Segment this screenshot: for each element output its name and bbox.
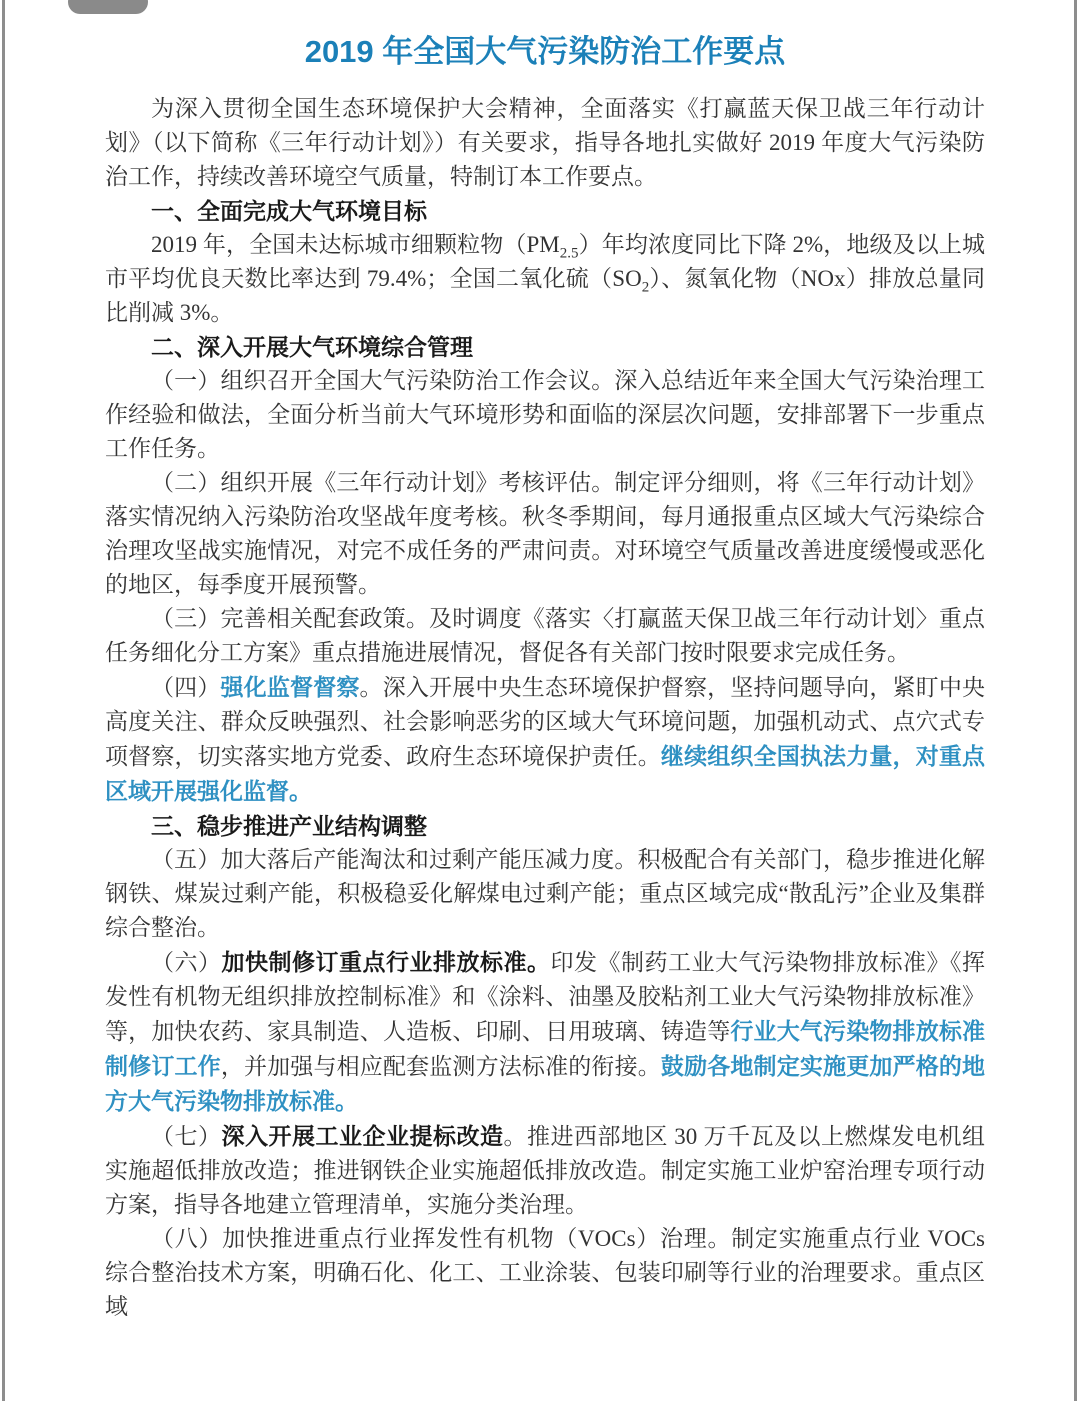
paragraph (105, 364, 985, 466)
paragraph (105, 92, 985, 194)
text-segment: 继续组织全国执法力量，对重点区域开展强化监督。 (105, 743, 986, 804)
text-segment: （四） (151, 675, 221, 700)
document-title: 2019 年全国大气污染防治工作要点 (304, 34, 786, 69)
text-segment: 2.5 (559, 245, 579, 262)
text-segment: ）、氮氧化物（NOx）排放总量同比削减 3%。 (105, 266, 985, 325)
text-segment: （六） (151, 950, 222, 975)
text-segment: 一、全面完成大气环境目标 (151, 198, 427, 224)
paragraph (105, 466, 985, 602)
text-segment: 。深入开展中央生态环境保护督察，坚持问题导向，紧盯中央高度关注、群众反映强烈、社会影响恶劣的区域大气环境问题，加强机动式、点穴式专项督察，切实落实地方党委、政府生态环境保护责任。 (105, 675, 986, 769)
document-body (105, 92, 985, 1324)
text-segment: 三、稳步推进产业结构调整 (151, 813, 427, 839)
text-segment: （二）组织开展《三年行动计划》考核评估。制定评分细则，将《三年行动计划》落实情况纳入污染防治攻坚战年度考核。秋冬季期间，每月通报重点区域大气污染综合治理攻坚战实施情况，对完不成任务的严肃问责。对环境空气质量改善进度缓慢或恶化的地区，每季度开展预警。 (105, 470, 985, 597)
text-segment: 为深入贯彻全国生态环境保护大会精神，全面落实《打赢蓝天保卫战三年行动计划》（以下简称《三年行动计划》）有关要求，指导各地扎实做好 2019 年度大气污染防治工作，持续改善环境空气质量，特制订本工作要点。 (105, 96, 985, 189)
page-border-left (2, 0, 5, 1401)
text-segment: （七） (151, 1124, 222, 1149)
text-segment: （一）组织召开全国大气污染防治工作会议。深入总结近年来全国大气污染治理工作经验和做法，全面分析当前大气环境形势和面临的深层次问题，安排部署下一步重点工作任务。 (105, 368, 985, 461)
page-border-right (1074, 0, 1077, 1401)
text-segment: ，并加强与相应配套监测方法标准的衔接。 (220, 1054, 661, 1079)
text-segment: 。推进西部地区 30 万千瓦及以上燃煤发电机组实施超低排放改造；推进钢铁企业实施超低排放改造。制定实施工业炉窑治理专项行动方案，指导各地建立管理清单，实施分类治理。 (105, 1124, 985, 1217)
text-segment: 深入开展工业企业提标改造 (221, 1123, 504, 1149)
paragraph (105, 1222, 985, 1324)
paragraph (105, 945, 985, 1119)
text-segment: 二、深入开展大气环境综合管理 (151, 334, 473, 360)
paragraph (105, 1119, 985, 1222)
text-segment: 强化监督督察 (220, 674, 360, 700)
paragraph (105, 843, 985, 945)
text-segment: ）年均浓度同比下降 2%，地级及以上城市平均优良天数比率达到 79.4%；全国二氧化硫（SO (105, 232, 985, 291)
section-heading (105, 194, 985, 228)
paragraph (105, 670, 985, 809)
text-segment: （五）加大落后产能淘汰和过剩产能压减力度。积极配合有关部门，稳步推进化解钢铁、煤炭过剩产能，积极稳妥化解煤电过剩产能；重点区域完成“散乱污”企业及集群综合整治。 (105, 847, 985, 940)
document-page (105, 26, 985, 1324)
top-tab-handle (68, 0, 148, 14)
paragraph (105, 228, 985, 330)
paragraph (105, 602, 985, 670)
text-segment: 2019 年，全国未达标城市细颗粒物（PM (151, 232, 560, 257)
text-segment: 鼓励各地制定实施更加严格的地方大气污染物排放标准。 (105, 1053, 986, 1114)
section-heading (105, 809, 985, 843)
text-segment: （三）完善相关配套政策。及时调度《落实〈打赢蓝天保卫战三年行动计划〉重点任务细化分工方案》重点措施进展情况，督促各有关部门按时限要求完成任务。 (105, 606, 985, 665)
text-segment: 2 (641, 279, 650, 296)
text-segment: 加快制修订重点行业排放标准。 (221, 949, 551, 975)
section-heading (105, 330, 985, 364)
text-segment: （八）加快推进重点行业挥发性有机物（VOCs）治理。制定实施重点行业 VOCs 综合整治技术方案，明确石化、化工、工业涂装、包装印刷等行业的治理要求。重点区域 (105, 1226, 985, 1319)
text-segment: 行业大气污染物排放标准制修订工作 (105, 1018, 986, 1079)
text-segment: 印发《制药工业大气污染物排放标准》《挥发性有机物无组织排放控制标准》和《涂料、油墨及胶粘剂工业大气污染物排放标准》等，加快农药、家具制造、人造板、印刷、日用玻璃、铸造等 (105, 950, 985, 1044)
